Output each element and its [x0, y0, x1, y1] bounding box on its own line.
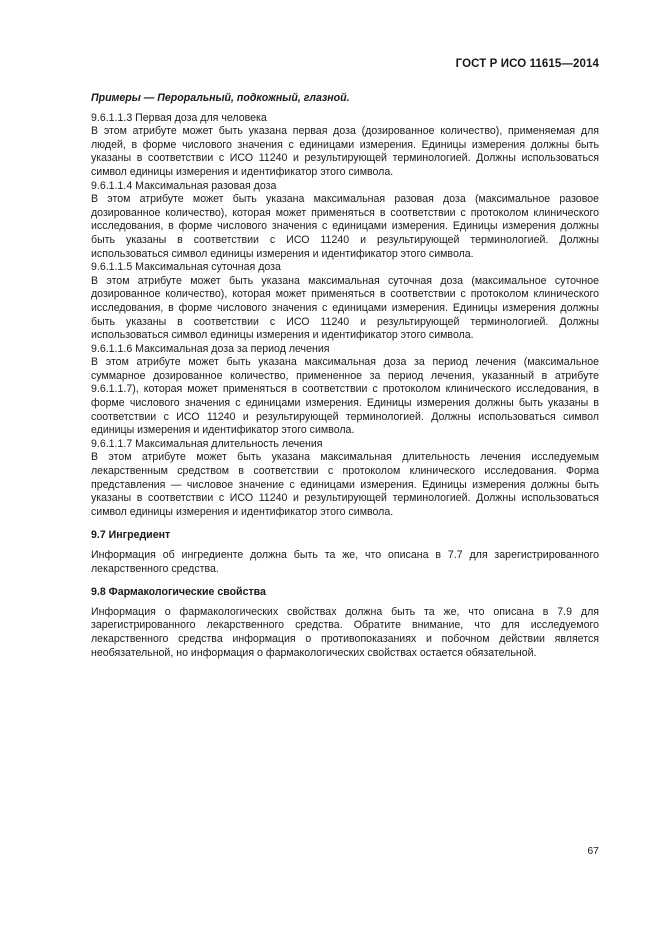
page-content [91, 92, 599, 660]
subsection-heading: 9.6.1.1.5 Максимальная суточная доза [91, 261, 281, 274]
subsection-9-6-1-1-5 [91, 261, 599, 343]
page-number: 67 [587, 845, 599, 857]
subsection-text: В этом атрибуте может быть указана максимальная разовая доза (максимальное разовое дозированное количество), которая может применяться в соответствии с протоколом клинического исследования, в форме числового значения с единицами измерения. Единицы измерения должны быть указаны в соответствии с ИСО 11240 и результирующей терминологией. Должны использоваться символ единицы измерения и идентификатор этого символа. [91, 193, 599, 260]
section-heading: 9.7 Ингредиент [91, 529, 171, 542]
subsection-heading: 9.6.1.1.3 Первая доза для человека [91, 111, 267, 124]
subsection-9-6-1-1-7 [91, 438, 599, 520]
document-standard-header: ГОСТ Р ИСО 11615—2014 [455, 58, 599, 70]
subsection-9-6-1-1-6 [91, 343, 599, 438]
examples-line: Примеры — Пероральный, подкожный, глазной. [91, 92, 350, 104]
subsection-9-6-1-1-3 [91, 112, 599, 180]
subsection-text: В этом атрибуте может быть указана максимальная суточная доза (максимальное суточное дозированное количество), которая может применяться в соответствии с протоколом клинического исследования, в форме числового значения с единицами измерения. Единицы измерения должны быть указаны в соответствии с ИСО 11240 и результирующей терминологией. Должны использоваться символ единицы измерения и идентификатор этого символа. [91, 274, 599, 342]
subsection-text: В этом атрибуте может быть указана первая доза (дозированное количество), применяемая для людей, в форме числового значения с единицами измерения. Единицы измерения должны быть указаны в соответствии с ИСО 11240 и результирующей терминологией. Должны использоваться символ единицы измерения и идентификатор этого символа. [91, 125, 599, 178]
section-heading: 9.8 Фармакологические свойства [91, 586, 266, 599]
section-text: Информация об ингредиенте должна быть та же, что описана в 7.7 для зарегистрированного лекарственного средства. [91, 549, 599, 575]
subsection-heading: 9.6.1.1.4 Максимальная разовая доза [91, 179, 277, 192]
section-9-8 [91, 586, 599, 660]
subsection-heading: 9.6.1.1.7 Максимальная длительность лечения [91, 437, 323, 450]
subsection-text: В этом атрибуте может быть указана максимальная длительность лечения исследуемым лекарственным средством в соответствии с протоколом клинического исследования. Форма представления — числовое значение с единицами измерения. Единицы измерения должны быть указаны в соответствии с ИСО 11240 и результирующей терминологией. Должны использоваться символ единицы измерения и идентификатор этого символа. [91, 451, 599, 518]
section-9-7 [91, 529, 599, 576]
subsection-heading: 9.6.1.1.6 Максимальная доза за период лечения [91, 342, 330, 355]
section-text: Информация о фармакологических свойствах должна быть та же, что описана в 7.9 для зарегистрированного лекарственного средства. Обратите внимание, что для исследуемого лекарственного средства информация о противопоказаниях и побочном действии является необязательной, но информация о фармакологических свойствах остается обязательной. [91, 605, 599, 659]
subsection-text: В этом атрибуте может быть указана максимальная доза за период лечения (максимальное суммарное дозированное количество, примененное за период лечения, указанный в атрибуте 9.6.1.1.7), которая может применяться в соответствии с протоколом клинического исследования, в форме числового значения с единицами измерения. Единицы измерения должны быть указаны в соответствии с ИСО 11240 и результирующей терминологией. Должны использоваться символ единицы измерения и идентификатор этого символа. [91, 356, 599, 437]
subsection-9-6-1-1-4 [91, 180, 599, 262]
